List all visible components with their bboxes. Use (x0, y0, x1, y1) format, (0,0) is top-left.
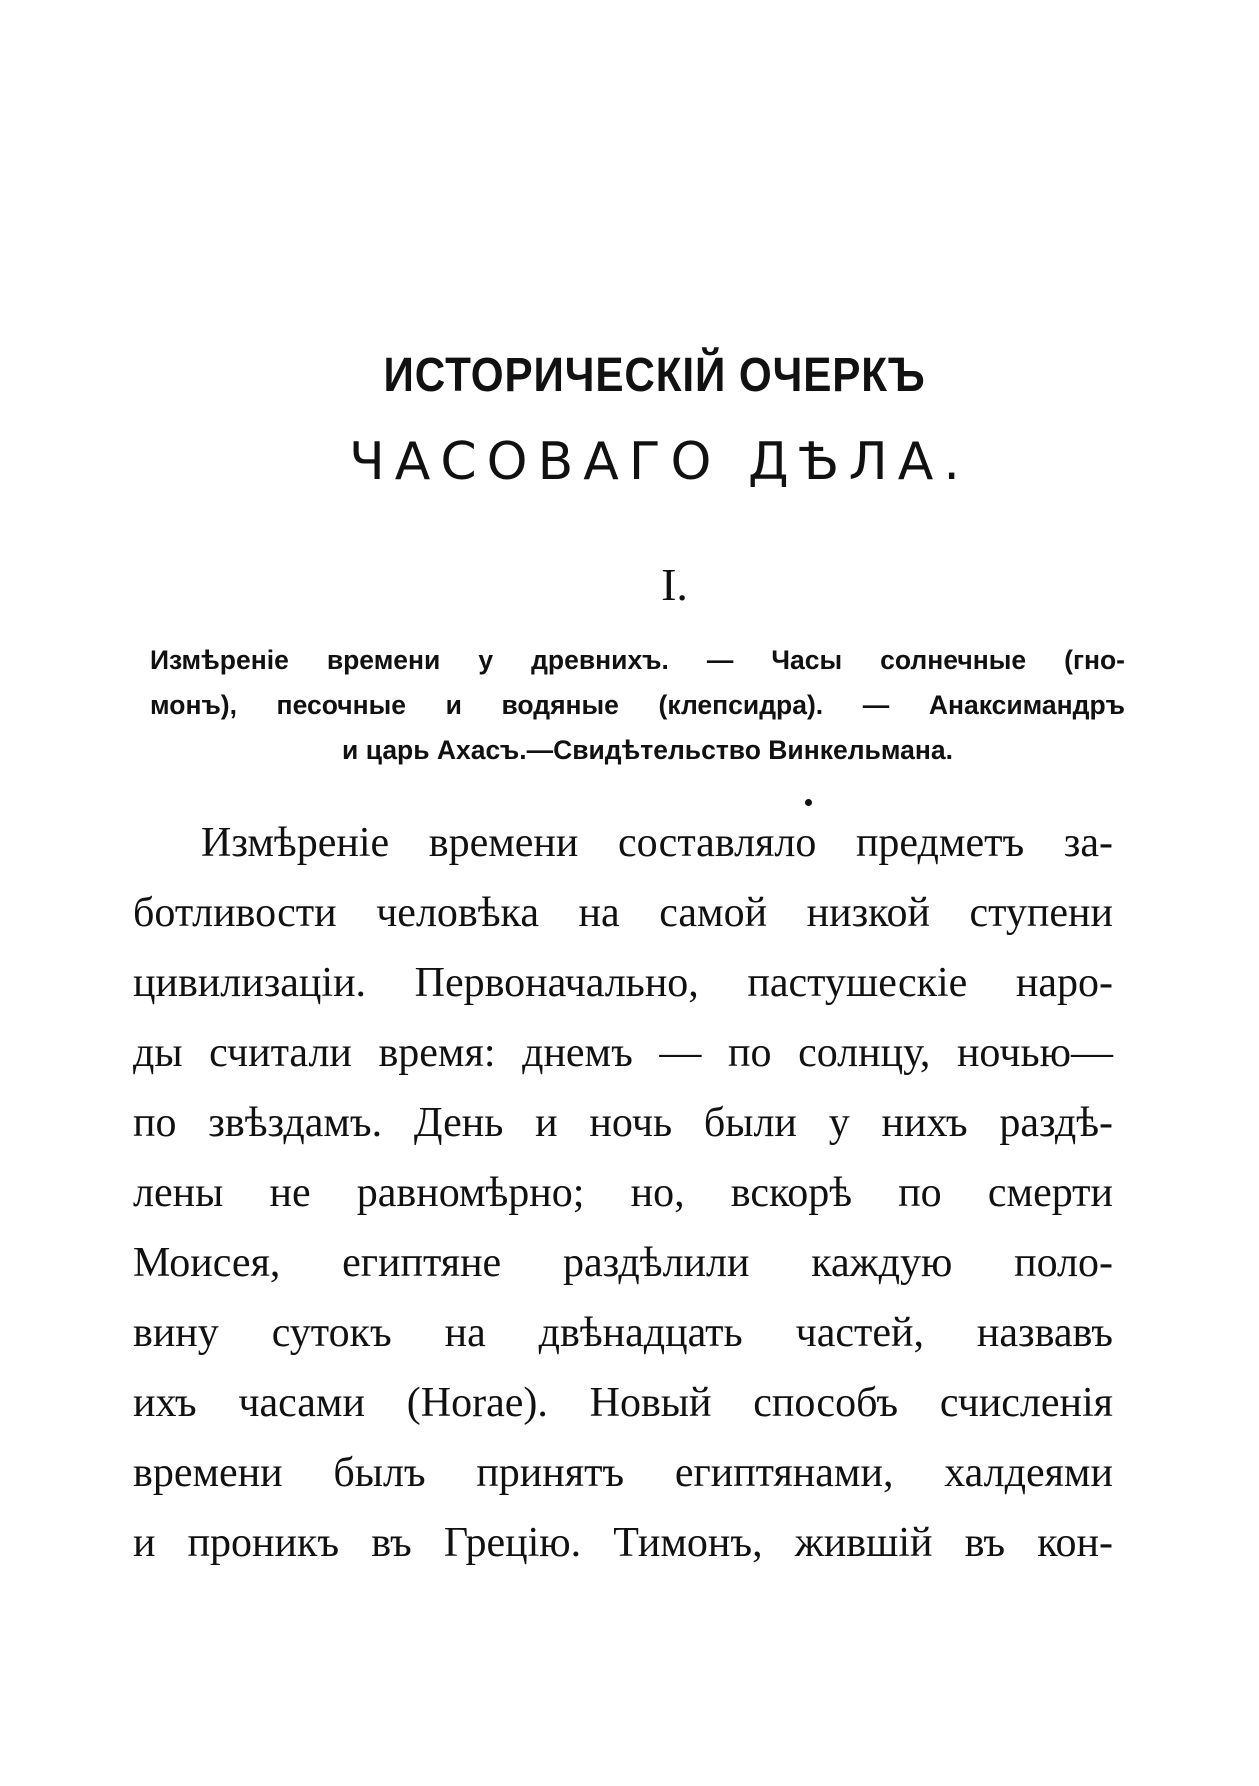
summary-line: и царь Ахасъ.—Свидѣтельство Винкельмана. (342, 735, 953, 765)
body-line: и проникъ въ Грецію. Тимонъ, жившій въ кон- (133, 1520, 1113, 1566)
body-line: лены не равномѣрно; но, вскорѣ по смерти (133, 1170, 1113, 1216)
body-line: ботливости человѣка на самой низкой ступени (133, 890, 1113, 936)
ink-dot (805, 799, 812, 806)
body-line: вину сутокъ на двѣнадцать частей, назвавъ (133, 1310, 1113, 1356)
chapter-summary (150, 638, 1125, 773)
summary-line: Измѣреніе времени у древнихъ. — Часы солнечные (гно- (150, 645, 1125, 675)
summary-line: монъ), песочные и водяные (клепсидра). — Анаксимандръ (150, 690, 1125, 720)
body-line: ды считали время: днемъ — по солнцу, ночью— (133, 1030, 1113, 1076)
body-line: ихъ часами (Horae). Новый способъ счисленія (133, 1380, 1113, 1426)
body-paragraph (133, 808, 1113, 1578)
body-line: Измѣреніе времени составляло предметъ за- (201, 820, 1113, 866)
section-number: I. (661, 559, 688, 610)
chapter-title-line1: ИСТОРИЧЕСКІЙ ОЧЕРКЪ (383, 349, 926, 402)
body-line: по звѣздамъ. День и ночь были у нихъ раздѣ- (133, 1100, 1113, 1146)
body-line: времени былъ принятъ египтянами, халдеями (133, 1450, 1113, 1496)
body-line: цивилизаціи. Первоначально, пастушескіе наро- (133, 960, 1113, 1006)
body-line: Моисея, египтяне раздѣлили каждую поло- (133, 1240, 1113, 1286)
chapter-title-line2: ЧАСОВАГО ДѢЛА. (349, 432, 970, 492)
